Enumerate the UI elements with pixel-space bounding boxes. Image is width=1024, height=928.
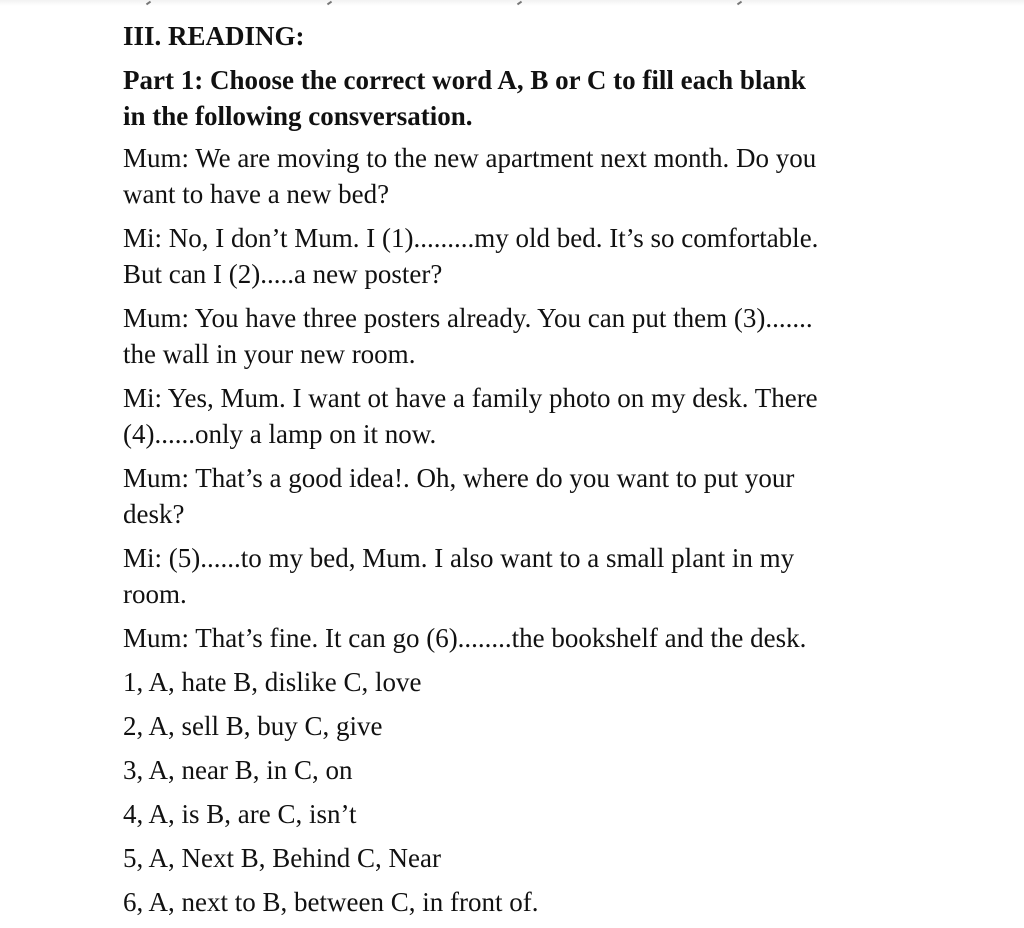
dialogue-line: room.	[123, 579, 187, 609]
answer-options	[123, 664, 923, 920]
dialogue-turn	[123, 540, 923, 612]
dialogue-line: (4)......only a lamp on it now.	[123, 419, 437, 449]
dialogue-line: Mum: You have three posters already. You can put them (3).......	[123, 303, 813, 333]
reading-section	[123, 18, 923, 928]
dialogue-turn	[123, 620, 923, 656]
page-top-edge	[0, 0, 1024, 6]
dialogue-turn	[123, 140, 923, 212]
dialogue-line: the wall in your new room.	[123, 339, 416, 369]
option-row: 5, A, Next B, Behind C, Near	[123, 843, 441, 873]
option-row: 6, A, next to B, between C, in front of.	[123, 887, 539, 917]
dialogue-line: want to have a new bed?	[123, 179, 390, 209]
instruction-line: in the following consversation.	[123, 101, 473, 131]
option-row: 2, A, sell B, buy C, give	[123, 711, 383, 741]
option-row: 1, A, hate B, dislike C, love	[123, 667, 422, 697]
instruction-line: Part 1: Choose the correct word A, B or C to fill each blank	[123, 65, 806, 95]
dialogue-turn	[123, 460, 923, 532]
option-row: 4, A, is B, are C, isn’t	[123, 799, 357, 829]
dialogue-turn	[123, 300, 923, 372]
dialogue-line: Mum: That’s fine. It can go (6)........the bookshelf and the desk.	[123, 623, 807, 653]
section-title: III. READING:	[123, 21, 305, 51]
dialogue-turn	[123, 380, 923, 452]
dialogue-line: Mi: (5)......to my bed, Mum. I also want to a small plant in my	[123, 543, 795, 573]
dialogue-line: desk?	[123, 499, 185, 529]
dialogue-line: But can I (2).....a new poster?	[123, 259, 443, 289]
dialogue-line: Mum: That’s a good idea!. Oh, where do you want to put your	[123, 463, 795, 493]
option-row: 3, A, near B, in C, on	[123, 755, 353, 785]
part-instruction	[123, 62, 923, 134]
dialogue-line: Mi: No, I don’t Mum. I (1).........my old bed. It’s so comfortable.	[123, 223, 819, 253]
dialogue-turn	[123, 220, 923, 292]
dialogue-line: Mi: Yes, Mum. I want ot have a family photo on my desk. There	[123, 383, 818, 413]
dialogue-line: Mum: We are moving to the new apartment next month. Do you	[123, 143, 817, 173]
